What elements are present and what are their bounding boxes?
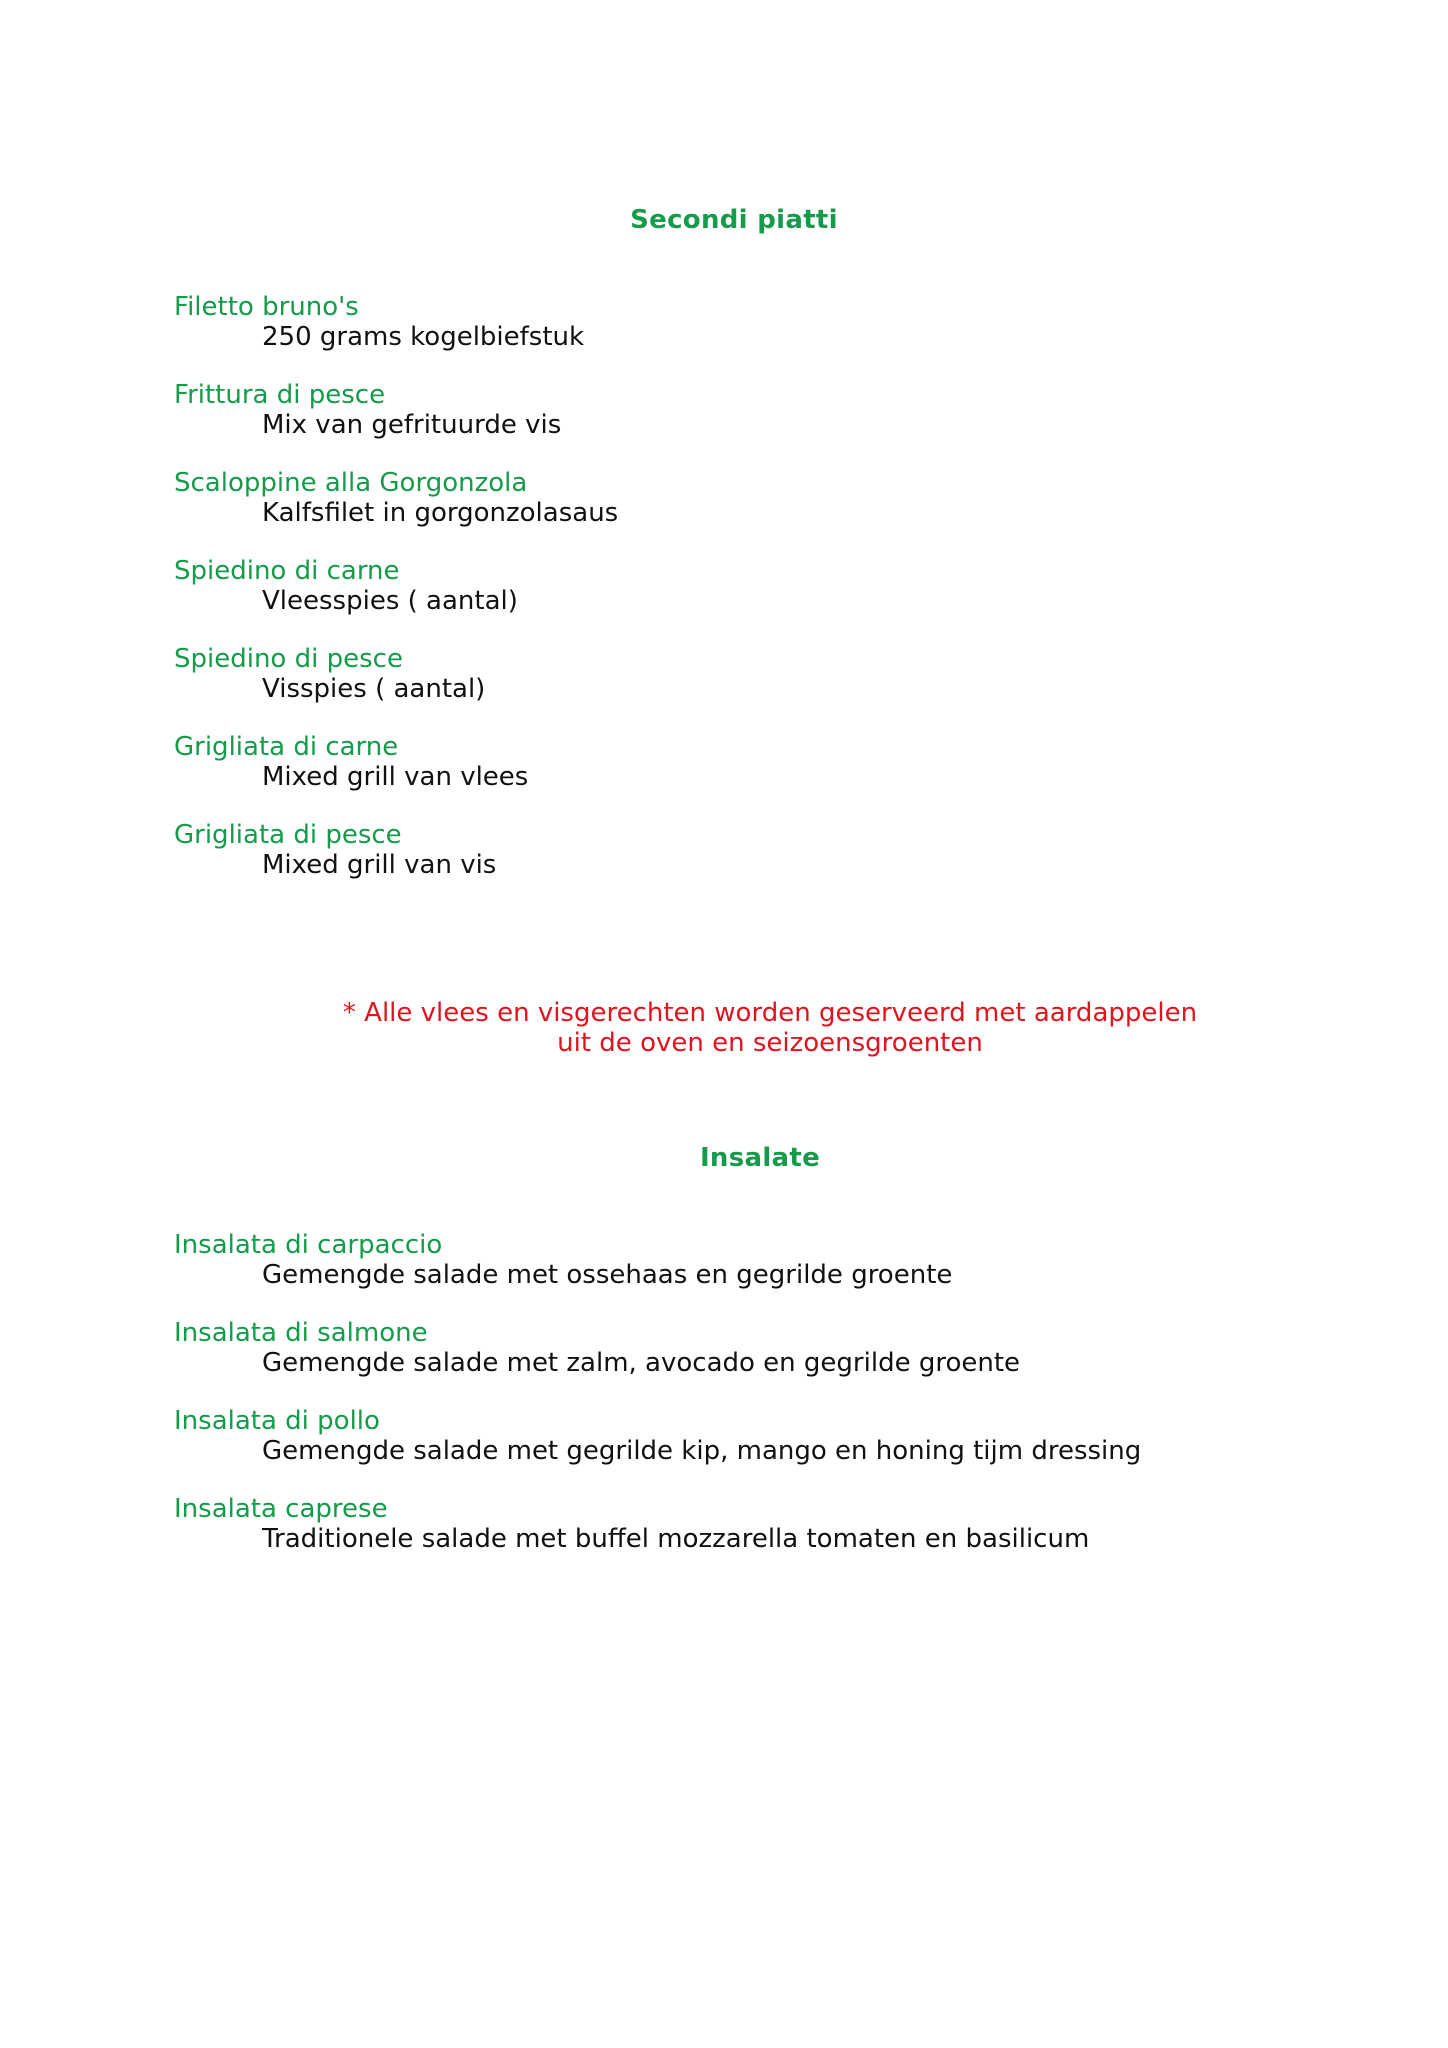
menu-item bbox=[174, 380, 1324, 468]
dish-description: Mixed grill van vis bbox=[262, 850, 497, 880]
side-dish-note bbox=[300, 998, 1240, 1058]
dish-name: Insalata di carpaccio bbox=[174, 1230, 443, 1260]
dish-description: Vleesspies ( aantal) bbox=[262, 586, 518, 616]
secondi-piatti-title: Secondi piatti bbox=[630, 205, 838, 235]
dish-name: Insalata di pollo bbox=[174, 1406, 380, 1436]
insalate-title: Insalate bbox=[699, 1143, 821, 1173]
dish-name: Frittura di pesce bbox=[174, 380, 386, 410]
dish-description: Traditionele salade met buffel mozzarella tomaten en basilicum bbox=[262, 1524, 1090, 1554]
dish-description: Visspies ( aantal) bbox=[262, 674, 486, 704]
menu-item bbox=[174, 1230, 1324, 1318]
dish-name: Spiedino di pesce bbox=[174, 644, 403, 674]
dish-name: Filetto bruno's bbox=[174, 292, 359, 322]
dish-name: Grigliata di carne bbox=[174, 732, 399, 762]
menu-item bbox=[174, 1318, 1324, 1406]
menu-item bbox=[174, 1406, 1324, 1494]
menu-item bbox=[174, 732, 1324, 820]
menu-item bbox=[174, 468, 1324, 556]
dish-description: Gemengde salade met ossehaas en gegrilde groente bbox=[262, 1260, 953, 1290]
dish-description: 250 grams kogelbiefstuk bbox=[262, 322, 585, 352]
dish-description: Gemengde salade met gegrilde kip, mango en honing tijm dressing bbox=[262, 1436, 1142, 1466]
menu-item bbox=[174, 292, 1324, 380]
note-line-1: * Alle vlees en visgerechten worden geserveerd met aardappelen bbox=[342, 998, 1198, 1028]
dish-name: Insalata caprese bbox=[174, 1494, 388, 1524]
dish-description: Mix van gefrituurde vis bbox=[262, 410, 562, 440]
dish-description: Gemengde salade met zalm, avocado en gegrilde groente bbox=[262, 1348, 1021, 1378]
dish-name: Spiedino di carne bbox=[174, 556, 400, 586]
dish-name: Insalata di salmone bbox=[174, 1318, 428, 1348]
insalate-list bbox=[174, 1230, 1324, 1582]
dish-description: Mixed grill van vlees bbox=[262, 762, 529, 792]
menu-item bbox=[174, 1494, 1324, 1582]
note-line-2: uit de oven en seizoensgroenten bbox=[557, 1028, 983, 1058]
dish-description: Kalfsfilet in gorgonzolasaus bbox=[262, 498, 619, 528]
menu-item bbox=[174, 556, 1324, 644]
menu-item bbox=[174, 820, 1324, 908]
secondi-piatti-list bbox=[174, 292, 1324, 908]
menu-item bbox=[174, 644, 1324, 732]
dish-name: Grigliata di pesce bbox=[174, 820, 402, 850]
dish-name: Scaloppine alla Gorgonzola bbox=[174, 468, 528, 498]
